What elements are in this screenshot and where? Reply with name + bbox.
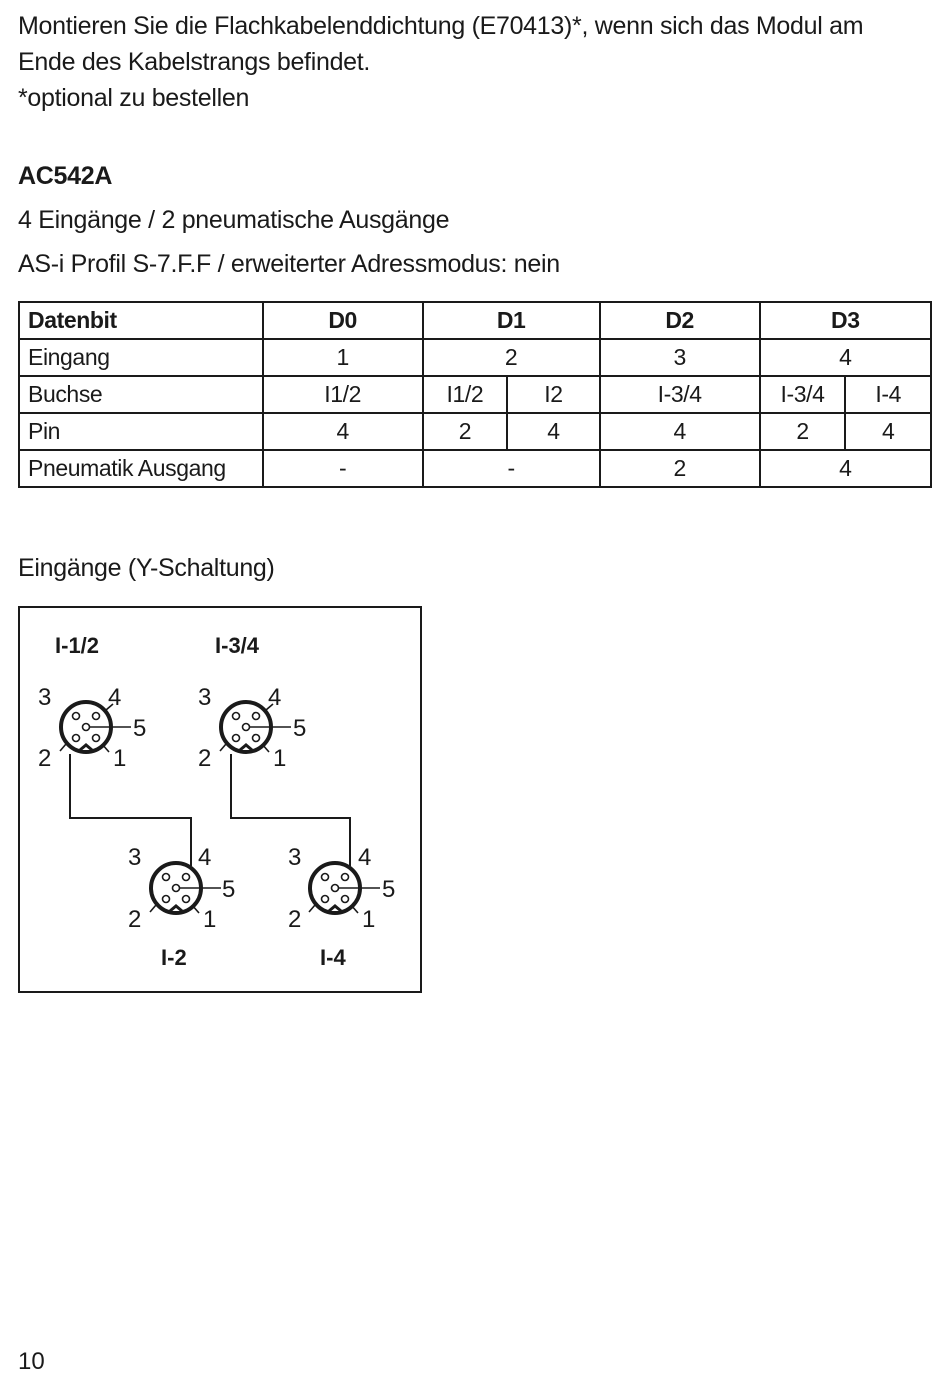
table-row-pin (19, 413, 931, 450)
table-cell: 4 (760, 450, 931, 487)
pin-label: 4 (198, 844, 212, 871)
pin-label: 3 (128, 844, 142, 871)
pin-label: 4 (268, 684, 282, 711)
table-cell: 2 (760, 413, 846, 450)
pin-label: 1 (362, 906, 376, 933)
pin-label: 5 (133, 715, 147, 742)
table-cell: 3 (600, 339, 760, 376)
page-number: 10 (18, 1348, 45, 1375)
pin-label: 2 (288, 906, 302, 933)
pin-label: 3 (288, 844, 302, 871)
row-label: Pneumatik Ausgang (19, 450, 263, 487)
pin-label: 1 (113, 745, 127, 772)
row-label: Buchse (19, 376, 263, 413)
table-row-header (19, 302, 931, 339)
table-cell: - (263, 450, 423, 487)
table-row-pneumatik (19, 450, 931, 487)
table-cell: I2 (507, 376, 599, 413)
wiring-diagram-svg (18, 606, 422, 993)
y-connection-diagram (18, 606, 422, 993)
intro-line: Montieren Sie die Flachkabelenddichtung (E70413)*, wenn sich das Modul am (18, 12, 864, 40)
intro-footnote: *optional zu bestellen (18, 84, 250, 112)
row-label: Pin (19, 413, 263, 450)
table-cell: 2 (423, 339, 600, 376)
io-description: 4 Eingänge / 2 pneumatische Ausgänge (18, 206, 450, 234)
table-cell: I-4 (845, 376, 931, 413)
table-cell: 4 (263, 413, 423, 450)
table-row-buchse (19, 376, 931, 413)
connector-title-i2: I-2 (161, 945, 187, 970)
pin-label: 4 (108, 684, 122, 711)
pin-label: 1 (273, 745, 287, 772)
diagram-title: Eingänge (Y-Schaltung) (18, 554, 275, 582)
model-heading: AC542A (18, 162, 113, 190)
pin-label: 1 (203, 906, 217, 933)
table-cell: I-3/4 (600, 376, 760, 413)
table-cell: I-3/4 (760, 376, 846, 413)
table-cell: 4 (600, 413, 760, 450)
pin-label: 4 (358, 844, 372, 871)
pin-label: 2 (38, 745, 52, 772)
table-cell: 4 (845, 413, 931, 450)
row-label: Datenbit (19, 302, 263, 339)
intro-line: Ende des Kabelstrangs befindet. (18, 48, 371, 76)
diagram-frame (19, 607, 421, 992)
pin-label: 3 (198, 684, 212, 711)
pin-label: 3 (38, 684, 52, 711)
row-label: Eingang (19, 339, 263, 376)
profile-description: AS-i Profil S-7.F.F / erweiterter Adressmodus: nein (18, 250, 560, 278)
pin-label: 2 (198, 745, 212, 772)
header-cell: D3 (760, 302, 931, 339)
databit-table (18, 301, 932, 488)
pin-label: 5 (222, 876, 236, 903)
table-row-eingang (19, 339, 931, 376)
intro-text (18, 8, 928, 116)
pin-label: 2 (128, 906, 142, 933)
table-cell: 2 (423, 413, 508, 450)
table-cell: 1 (263, 339, 423, 376)
table-cell: I1/2 (263, 376, 423, 413)
header-cell: D2 (600, 302, 760, 339)
table-cell: 4 (760, 339, 931, 376)
header-cell: D0 (263, 302, 423, 339)
connector-title-i4: I-4 (320, 945, 346, 970)
connector-title-i12: I-1/2 (55, 633, 100, 658)
pin-label: 5 (293, 715, 307, 742)
table-cell: - (423, 450, 600, 487)
table-cell: I1/2 (423, 376, 508, 413)
table-cell: 4 (507, 413, 599, 450)
connector-title-i34: I-3/4 (215, 633, 260, 658)
header-cell: D1 (423, 302, 600, 339)
pin-label: 5 (382, 876, 396, 903)
table-cell: 2 (600, 450, 760, 487)
